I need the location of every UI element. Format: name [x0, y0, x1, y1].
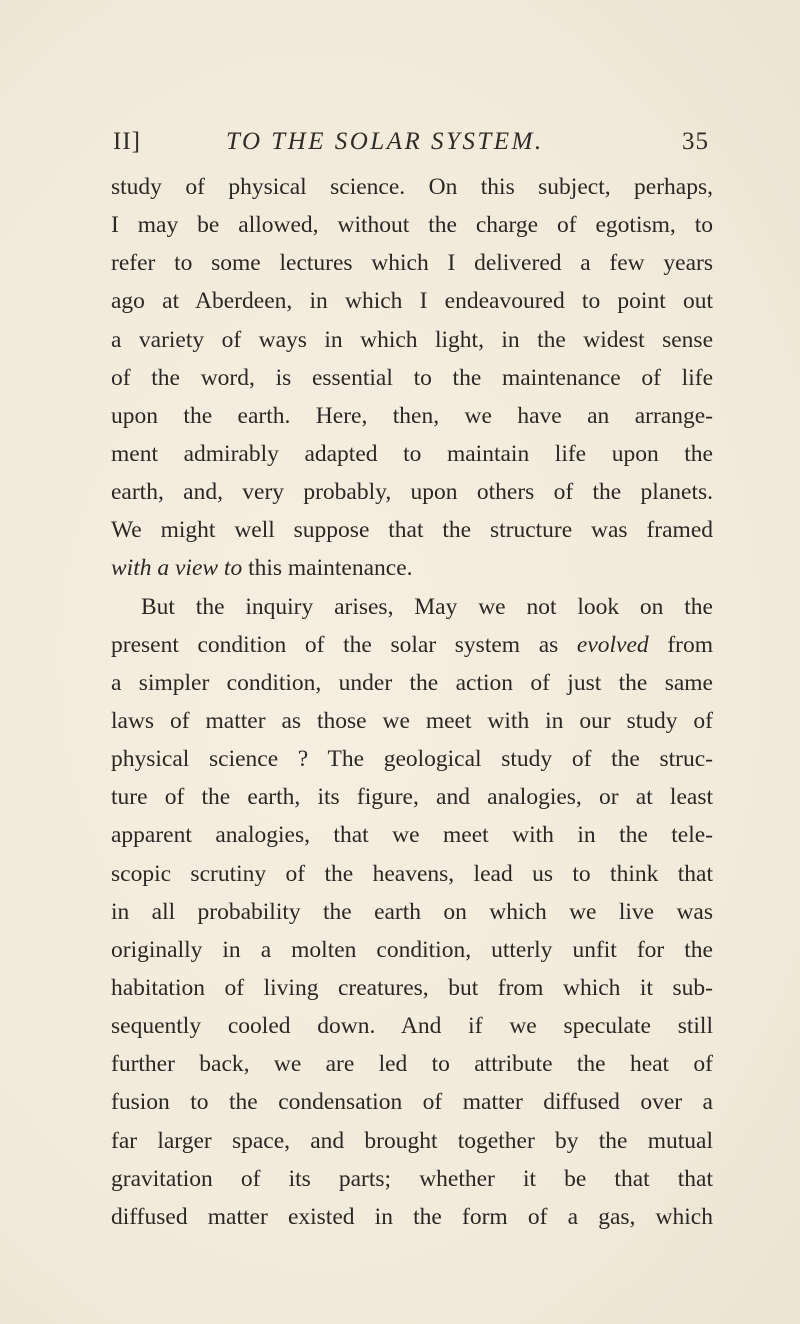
text-line: ago at Aberdeen, in which I endeavoured to point out	[111, 288, 713, 315]
text-line: ture of the earth, its figure, and analogies, or at least	[111, 784, 713, 811]
italic-phrase: evolved	[576, 631, 649, 658]
text-line: ment admirably adapted to maintain life upon the	[111, 440, 713, 467]
text-line: But the inquiry arises, May we not look on the	[141, 593, 713, 620]
text-line	[111, 626, 713, 664]
body-text	[111, 168, 713, 1236]
text-line: laws of matter as those we meet with in our study of	[111, 707, 713, 734]
text-line: gravitation of its parts; whether it be that that	[111, 1165, 713, 1192]
italic-phrase: with a view to	[111, 555, 243, 582]
text-fragment: present condition of the solar system as	[111, 631, 559, 658]
text-line: originally in a molten condition, utterly unfit for the	[111, 936, 713, 963]
text-line: physical science ? The geological study of the struc-	[111, 746, 713, 773]
text-line: of the word, is essential to the maintenance of life	[111, 364, 713, 391]
text-line: We might well suppose that the structure was framed	[111, 517, 713, 544]
text-line: upon the earth. Here, then, we have an arrange-	[111, 402, 713, 429]
text-line: a simpler condition, under the action of just the same	[111, 669, 713, 696]
text-line: habitation of living creatures, but from which it sub-	[111, 974, 713, 1001]
text-line: a variety of ways in which light, in the widest sense	[111, 326, 713, 353]
text-line: I may be allowed, without the charge of egotism, to	[111, 212, 713, 239]
text-line: apparent analogies, that we meet with in the tele-	[111, 822, 713, 849]
text-line: diffused matter existed in the form of a gas, which	[111, 1203, 713, 1230]
text-line: far larger space, and brought together by the mutual	[111, 1127, 713, 1154]
chapter-number: II]	[113, 128, 141, 155]
text-line: fusion to the condensation of matter diffused over a	[111, 1089, 713, 1116]
text-fragment: this maintenance.	[248, 555, 413, 582]
text-line: further back, we are led to attribute the heat of	[111, 1051, 713, 1078]
text-line: sequently cooled down. And if we speculate still	[111, 1013, 713, 1040]
text-line: earth, and, very probably, upon others of the planets.	[111, 479, 713, 506]
text-line: study of physical science. On this subject, perhaps,	[111, 174, 713, 200]
text-line: scopic scrutiny of the heavens, lead us to think that	[111, 860, 713, 887]
running-head	[113, 128, 709, 164]
text-line: refer to some lectures which I delivered a few years	[111, 250, 713, 277]
text-line: in all probability the earth on which we live was	[111, 898, 713, 925]
text-fragment: from	[667, 631, 714, 658]
page-number: 35	[682, 128, 709, 155]
running-title: TO THE SOLAR SYSTEM.	[226, 128, 544, 155]
text-line	[111, 549, 713, 587]
